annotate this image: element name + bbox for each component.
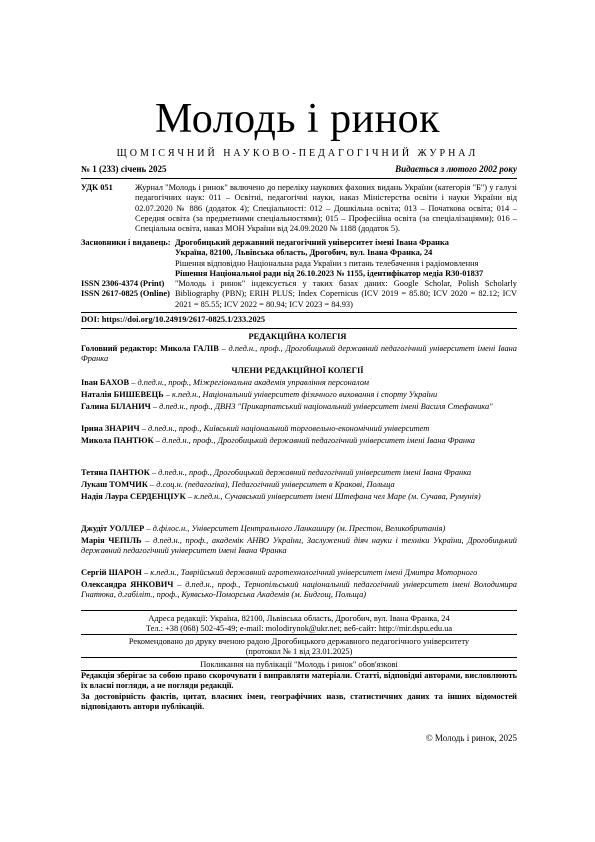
indexing-text: "Молодь і ринок" індексується у таких базах даних: Google Scholar, Polish Scholarly Bibliography (PBN); ERIH PLUS; Index Copernicus (ICV 2019 = 85.80; ICV 2020 = 82.12; ICV 2021 = 85.55; ICV 2022 = 80.94; ICV 2023 = 84.93): [175, 279, 517, 309]
member-details: – д.пед.н., проф., Дрогобицький державний педагогічний університет імені Івана Франка: [155, 436, 475, 445]
member-name: Тетяна ПАНТЮК: [81, 468, 150, 477]
issue-number: № 1 (233) січень 2025: [81, 164, 167, 174]
member-name: Марія ЧЕПІЛЬ: [81, 536, 142, 545]
disclaimer-rights: Редакція зберігає за собою право скорочувати і виправляти матеріали. Статті, відповідні авторами, висловлюють їх власні погляди, а не погляди редакції.: [81, 671, 517, 691]
board-member: [81, 568, 517, 578]
copyright: © Молодь і ринок, 2025: [425, 733, 517, 743]
recommendation-text: Рекомендовано до друку вченою радою Дрогобицького державного педагогічного університету: [128, 637, 470, 646]
member-details: – к.пед.н., Таврійський державний агротехнологічний університет імені Дмитра Моторного: [144, 568, 478, 577]
board-member: [81, 390, 517, 400]
member-details: – д.соц.н. (педагогіка), Педагогічний університет в Кракові, Польща: [150, 480, 395, 489]
editorial-board-heading: РЕДАКЦІЙНА КОЛЕГІЯ: [248, 332, 347, 341]
chief-editor-name: Микола ГАЛІВ: [160, 344, 219, 353]
divider: [81, 610, 517, 611]
published-since: Видається з лютого 2002 року: [395, 164, 517, 174]
founder-decision: Рішення Національної ради від 26.10.2023 № 1155, ідентифікатор медіа R30-01837: [175, 268, 484, 278]
member-name: Олександра ЯНКОВИЧ: [81, 580, 174, 589]
member-name: Іван БАХОВ: [81, 378, 130, 387]
issn-print: ISSN 2306-4374 (Print): [81, 279, 165, 288]
divider: [81, 312, 517, 313]
divider: [81, 178, 517, 179]
member-name: Надія Лаура СЕРДЕНЦІУК: [81, 492, 186, 501]
editorial-phone-email: Тел.: +38 (068) 502-45-49; e-mail: molodirynok@ukr.net; веб-сайт: http://mir.dspu.edu.ua: [145, 624, 453, 634]
doi-link[interactable]: DOI: https://doi.org/10.24919/2617-0825.1/233.2025: [81, 315, 266, 324]
chief-editor-role: Головний редактор:: [81, 344, 158, 353]
chief-editor-details: – д.пед.н., проф., Дрогобицький державний педагогічний університет імені Івана Франка: [81, 344, 517, 364]
member-details: – д.пед.н., проф., ДВНЗ "Прикарпатський національний університет імені Василя Стефаника": [152, 402, 493, 411]
member-name: Джудіт УОЛЛЕР: [81, 524, 145, 533]
founder-label: Засновники і видавець:: [81, 238, 171, 247]
disclaimer-responsibility: За достовірність фактів, цитат, власних імен, географічних назв, статистичних даних та інших відомостей відповідають автори публікацій.: [81, 691, 517, 711]
board-member: [81, 580, 517, 601]
board-member: [81, 492, 517, 502]
member-name: Лукаш ТОМЧИК: [81, 480, 148, 489]
editorial-contacts: [81, 614, 517, 635]
board-member: [81, 378, 517, 388]
member-details: – к.пед.н., Національний університет фізичного виховання і спорту України: [165, 390, 438, 399]
divider: [81, 328, 517, 329]
recommendation-block: [81, 637, 517, 658]
journal-subtitle: ЩОМІСЯЧНИЙ НАУКОВО-ПЕДАГОГІЧНИЙ ЖУРНАЛ: [116, 148, 479, 159]
board-member: [81, 536, 517, 557]
member-details: – д.пед.н., проф., Тернопільський національний педагогічний університет імені Володимира Гнатюка, д.габіліт., проф., Куявсько-Поморська Академія (м. Бидгощ, Польща): [81, 580, 517, 600]
founder-address: Україна, 82100, Львівська область, Дрогобич, вул. Івана Франка, 24: [175, 248, 433, 258]
board-member: [81, 436, 517, 446]
udk-text: Журнал "Молодь і ринок" включено до переліку наукових фахових видань України (категорія "Б") у галузі педагогічних наук: 011 – Освітні, педагогічні науки, наказ Міністерства освіти і науки України від 02.07.2020 № 886 (додаток 4); Спеціальності: 012 – Дошкільна освіта; 013 – Початкова освіта; 014 – Середня освіта (за предметними спеціальностями); 015 – Професійна освіта (за спеціалізаціями); 016 – Спеціальна освіта, наказ МОН України від 24.09.2020 № 1188 (додаток 5).: [135, 183, 517, 234]
member-details: – д.філос.н., Університет Центрального Ланкаширу (м. Престон, Великобританія): [146, 524, 446, 533]
citation-note: Покликання на публікації "Молодь і ринок" обов'язкові: [200, 660, 398, 669]
journal-title: Молодь і ринок: [154, 96, 441, 142]
board-member: [81, 468, 517, 478]
founder-name: Дрогобицький державний педагогічний університет імені Івана Франка: [175, 238, 449, 247]
member-name: Галина БІЛАНИЧ: [81, 402, 151, 411]
member-details: – д.пед.н., проф., академік АНВО України, Заслужений діяч науки і техніки України, Дрогобицький державний педагогічний університет імені Івана Франка: [81, 536, 517, 556]
disclaimer: [81, 671, 517, 712]
chief-editor: [81, 344, 517, 365]
issue-line: [81, 164, 517, 175]
member-name: Наталія БИШЕВЕЦЬ: [81, 390, 164, 399]
founder-block: [175, 238, 517, 279]
member-name: Ірина ЗНАРИЧ: [81, 424, 140, 433]
divider: [81, 634, 517, 635]
issn-online: ISSN 2617-0825 (Online): [81, 289, 170, 298]
board-member: [81, 480, 517, 490]
board-members-heading: ЧЛЕНИ РЕДАКЦІЙНОЇ КОЛЕГІЇ: [231, 366, 364, 375]
member-name: Сергій ШАРОН: [81, 568, 142, 577]
editorial-address: Адреса редакції: Україна, 82100, Львівська область, Дрогобич, вул. Івана Франка, 24: [148, 614, 450, 623]
recommendation-protocol: (протокол № 1 від 23.01.2025): [245, 647, 353, 657]
board-member: [81, 524, 517, 534]
udk-label: УДК 051: [81, 183, 113, 192]
member-details: – д.пед.н., проф., Дрогобицький державний педагогічний університет імені Івана Франка: [151, 468, 472, 477]
founder-registration: Рішення відповідно Національна рада України з питань телебачення і радіомовлення: [175, 258, 479, 268]
divider: [81, 657, 517, 658]
member-details: – д.пед.н., проф., Міжрегіональна академія управління персоналом: [131, 378, 369, 387]
member-details: – к.пед.н., Сучавський університет імені Штефана чел Маре (м. Сучава, Румунія): [187, 492, 481, 501]
board-member: [81, 424, 517, 434]
board-member: [81, 402, 517, 412]
member-name: Микола ПАНТЮК: [81, 436, 154, 445]
member-details: – д.пед.н., проф., Київський національний торговельно-економічний університет: [141, 424, 430, 433]
